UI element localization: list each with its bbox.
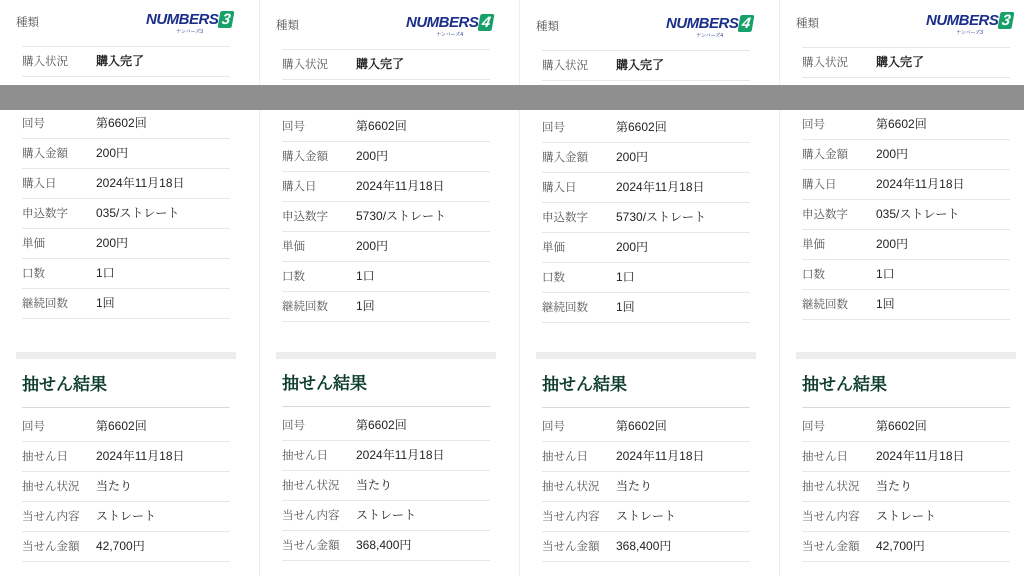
row-value: 購入完了 [356,57,405,71]
entry-numbers-row [16,199,236,228]
row-label: 継続回数 [542,302,588,314]
row-value: 当たり [356,478,393,492]
row-label: 購入金額 [802,149,848,161]
row-label: 当せん金額 [282,540,340,552]
row-label: 口数 [22,268,45,280]
row-label: 回号 [542,122,565,134]
row-value: 1口 [876,267,895,281]
row-label: 購入状況 [542,60,588,72]
row-value: 1回 [356,299,375,313]
result-win-type-row [16,502,236,531]
purchase-status-row [16,47,236,76]
row-value: 2024年11月18日 [876,449,965,463]
result-draw-number-row [16,412,236,441]
row-divider [282,321,490,322]
purchase-detail-card[interactable] [16,0,236,359]
row-value: 1口 [616,270,635,284]
row-label: 抽せん日 [22,451,68,463]
row-divider [282,560,490,561]
row-label: 回号 [542,421,565,433]
row-label: 当せん金額 [802,541,860,553]
row-divider [542,322,750,323]
row-value: 368,400円 [616,539,672,553]
draw-result-card[interactable] [536,370,756,562]
lottery-logo-row [16,0,236,46]
row-label: 口数 [802,269,825,281]
numbers4-logo: NUMBERS 4 ナンバーズ4 [406,14,493,38]
row-value: ストレート [616,509,677,523]
row-label: 回号 [22,421,45,433]
draw-result-card[interactable] [16,370,236,562]
result-status-row [276,471,496,500]
row-value: 200円 [876,147,909,161]
row-label: 継続回数 [282,301,328,313]
result-draw-number-row [276,411,496,440]
row-value: 第6602回 [356,418,407,432]
numbers3-logo: NUMBERS 3 ナンバーズ3 [146,11,233,35]
scroll-overlay-bar[interactable] [0,85,1024,110]
title-rule [22,407,230,408]
row-value: 1口 [96,266,115,280]
row-value: 第6602回 [876,419,927,433]
result-draw-date-row [16,442,236,471]
result-win-amount-row [276,531,496,560]
row-label: 抽せん日 [542,451,588,463]
result-title: 抽せん結果 [22,375,107,394]
row-label: 当せん金額 [22,541,80,553]
card-shadow [276,352,496,359]
result-win-amount-row [536,532,756,561]
row-label: 購入状況 [22,56,68,68]
row-value: 1回 [876,297,895,311]
row-label: 口数 [282,271,305,283]
numbers3-logo: NUMBERS 3 ナンバーズ3 [926,12,1013,36]
row-value: 42,700円 [876,539,925,553]
purchase-date-row [536,173,756,202]
purchase-detail-card[interactable] [276,3,496,359]
result-draw-date-row [276,441,496,470]
row-value: 035/ストレート [96,206,180,220]
row-label: 単価 [282,241,305,253]
row-label: 申込数字 [542,212,588,224]
purchase-date-row [16,169,236,198]
row-value: 2024年11月18日 [96,449,185,463]
row-value: 5730/ストレート [356,209,447,223]
continuation-count-row [796,290,1016,319]
continuation-count-row [536,293,756,322]
row-value: ストレート [96,509,157,523]
row-value: 200円 [616,150,649,164]
continuation-count-row [16,289,236,318]
result-win-type-row [276,501,496,530]
title-rule [542,407,750,408]
row-divider [22,561,230,562]
numbers4-logo: NUMBERS 4 ナンバーズ4 [666,15,753,39]
unit-price-row [16,229,236,258]
row-label: 単価 [22,238,45,250]
row-value: 2024年11月18日 [616,180,705,194]
row-label: 回号 [282,121,305,133]
row-value: 第6602回 [876,117,927,131]
row-label: 購入金額 [22,148,68,160]
purchase-detail-card[interactable] [796,1,1016,359]
purchase-amount-row [16,139,236,168]
row-value: 購入完了 [616,58,665,72]
row-label: 申込数字 [22,208,68,220]
row-label: 回号 [22,118,45,130]
row-label: 単価 [542,242,565,254]
row-label: 申込数字 [802,209,848,221]
row-value: 第6602回 [616,419,667,433]
row-label: 購入金額 [282,151,328,163]
row-label: 購入日 [802,179,837,191]
purchase-detail-card[interactable] [536,4,756,359]
row-label: 種類 [276,20,299,32]
purchase-status-row [536,51,756,80]
card-shadow [536,352,756,359]
row-label: 回号 [282,420,305,432]
row-value: 200円 [96,146,129,160]
result-win-type-row [536,502,756,531]
row-label: 購入金額 [542,152,588,164]
row-value: 当たり [96,479,133,493]
result-draw-date-row [796,442,1016,471]
row-label: 当せん内容 [22,511,80,523]
row-value: 200円 [96,236,129,250]
lottery-logo-row [796,1,1016,47]
row-value: 368,400円 [356,538,412,552]
unit-price-row [796,230,1016,259]
row-divider [802,561,1010,562]
result-draw-date-row [536,442,756,471]
unit-count-row [536,263,756,292]
row-label: 口数 [542,272,565,284]
row-value: 200円 [356,149,389,163]
row-label: 回号 [802,119,825,131]
entry-numbers-row [536,203,756,232]
row-value: 2024年11月18日 [96,176,185,190]
lottery-logo-row [276,3,496,49]
result-draw-number-row [796,412,1016,441]
purchase-date-row [276,172,496,201]
row-label: 抽せん状況 [542,481,600,493]
draw-number-row [796,110,1016,139]
result-title: 抽せん結果 [542,375,627,394]
row-value: 1回 [616,300,635,314]
continuation-count-row [276,292,496,321]
draw-result-card[interactable] [796,370,1016,562]
result-draw-number-row [536,412,756,441]
purchase-status-row [276,50,496,79]
draw-number-row [276,112,496,141]
unit-count-row [796,260,1016,289]
row-label: 当せん内容 [282,510,340,522]
row-label: 当せん内容 [542,511,600,523]
row-label: 購入日 [22,178,57,190]
title-rule [282,406,490,407]
row-label: 単価 [802,239,825,251]
result-title: 抽せん結果 [802,375,887,394]
row-value: 200円 [616,240,649,254]
row-divider [542,561,750,562]
row-divider [802,319,1010,320]
row-value: 2024年11月18日 [876,177,965,191]
purchase-amount-row [796,140,1016,169]
purchase-amount-row [276,142,496,171]
unit-price-row [276,232,496,261]
row-label: 種類 [796,18,819,30]
purchase-status-row [796,48,1016,77]
row-value: 第6602回 [96,419,147,433]
row-value: 第6602回 [616,120,667,134]
row-value: 2024年11月18日 [616,449,705,463]
row-label: 抽せん状況 [802,481,860,493]
row-value: ストレート [876,509,937,523]
row-value: 1口 [356,269,375,283]
draw-number-row [536,113,756,142]
row-label: 購入状況 [282,59,328,71]
draw-number-row [16,109,236,138]
card-shadow [16,352,236,359]
row-divider [22,318,230,319]
result-status-row [796,472,1016,501]
draw-result-card[interactable] [276,369,496,561]
row-label: 継続回数 [22,298,68,310]
row-label: 購入日 [542,182,577,194]
row-value: 第6602回 [356,119,407,133]
row-label: 抽せん日 [282,450,328,462]
row-value: 当たり [616,479,653,493]
purchase-amount-row [536,143,756,172]
row-value: 200円 [356,239,389,253]
row-value: 当たり [876,479,913,493]
purchase-date-row [796,170,1016,199]
entry-numbers-row [796,200,1016,229]
card-shadow [796,352,1016,359]
row-value: 200円 [876,237,909,251]
result-status-row [536,472,756,501]
unit-price-row [536,233,756,262]
row-value: 購入完了 [96,54,145,68]
row-label: 抽せん状況 [282,480,340,492]
row-value: 035/ストレート [876,207,960,221]
result-win-type-row [796,502,1016,531]
title-rule [802,407,1010,408]
result-status-row [16,472,236,501]
row-label: 抽せん日 [802,451,848,463]
row-label: 当せん金額 [542,541,600,553]
lottery-logo-row [536,4,756,50]
entry-numbers-row [276,202,496,231]
row-value: 1回 [96,296,115,310]
row-value: 2024年11月18日 [356,448,445,462]
row-label: 申込数字 [282,211,328,223]
unit-count-row [276,262,496,291]
row-value: 5730/ストレート [616,210,707,224]
row-value: 2024年11月18日 [356,179,445,193]
row-label: 継続回数 [802,299,848,311]
row-label: 回号 [802,421,825,433]
row-value: 購入完了 [876,55,925,69]
row-value: ストレート [356,508,417,522]
row-value: 42,700円 [96,539,145,553]
row-value: 第6602回 [96,116,147,130]
row-label: 当せん内容 [802,511,860,523]
row-label: 購入状況 [802,57,848,69]
row-label: 購入日 [282,181,317,193]
row-label: 抽せん状況 [22,481,80,493]
result-title: 抽せん結果 [282,374,367,393]
row-label: 種類 [16,17,39,29]
row-label: 種類 [536,21,559,33]
unit-count-row [16,259,236,288]
result-win-amount-row [796,532,1016,561]
result-win-amount-row [16,532,236,561]
